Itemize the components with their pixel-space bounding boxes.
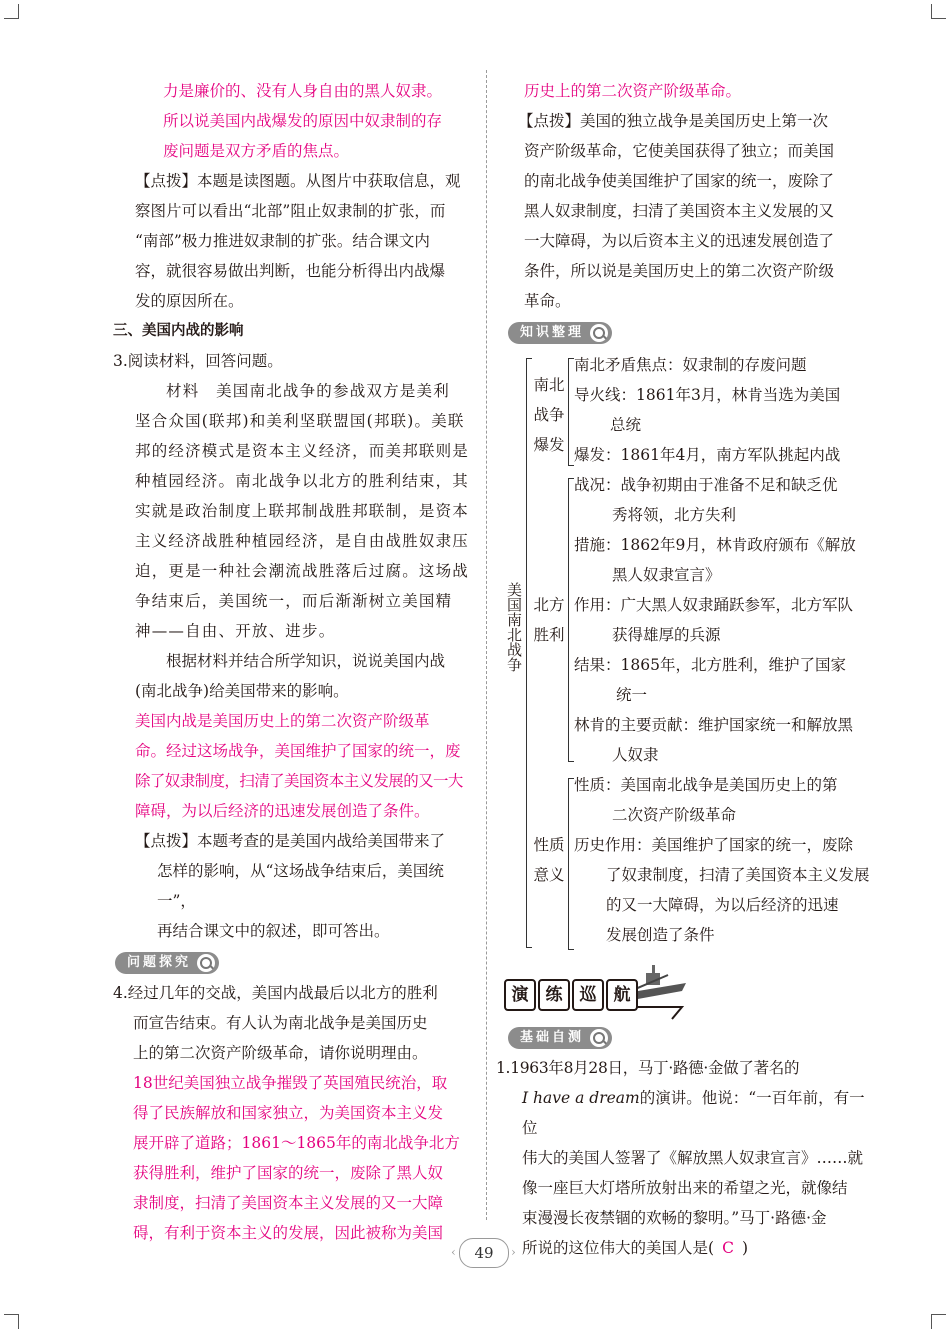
page-number-badge: [449, 1233, 519, 1273]
chevron-left-icon: ‹: [451, 1245, 456, 1259]
kmap-item: 统一: [616, 686, 648, 704]
answer-line: 美国内战是美国历史上的第二次资产阶级革: [135, 712, 430, 730]
badge-knowledge-summary: [508, 322, 612, 344]
question-line: 上的第二次资产阶级革命，请你说明理由。: [133, 1044, 428, 1062]
tip-3: [113, 826, 473, 946]
kmap-group-3-label: 性质意义: [533, 836, 565, 884]
tip-line: 察图片可以看出“北部”阻止奴隶制的扩张，而: [135, 202, 446, 220]
crop-mark-top-right: [931, 4, 946, 19]
tip-line: 发的原因所在。: [135, 292, 244, 310]
question-1: [496, 1053, 866, 1263]
question-line: 像一座巨大灯塔所放射出来的希望之光，就像结: [522, 1179, 848, 1197]
material-line: 神——自由、开放、进步。: [135, 622, 336, 640]
tip-line: 【点拨】本题是读图题。从图片中获取信息，观: [135, 172, 461, 190]
kmap-item: 战况：战争初期由于准备不足和缺乏优: [574, 476, 838, 494]
tip-1: [113, 166, 473, 316]
crop-mark-bottom-right: [931, 1314, 946, 1329]
kmap-item: 总统: [610, 416, 642, 434]
kmap-group-1-brace: [568, 358, 569, 466]
kmap-item: 二次资产阶级革命: [612, 806, 737, 824]
tip-line: 再结合课文中的叙述，即可答出。: [157, 922, 390, 940]
material-line: 邦的经济模式是资本主义经济，而美邦联则是: [135, 442, 470, 460]
kmap-item: 黑人奴隶宣言》: [612, 566, 721, 584]
left-column: [113, 76, 473, 1248]
material-passage: [113, 376, 473, 646]
question-line: 而宣告结束。有人认为南北战争是美国历史: [133, 1014, 428, 1032]
tip-line: 【点拨】本题考查的是美国内战给美国带来了: [135, 832, 446, 850]
question-3-prompt: [113, 646, 473, 706]
badge-label: 问题探究: [127, 955, 192, 970]
banner-char: 练: [538, 979, 570, 1011]
answer-line: 障碍，为以后经济的迅速发展创造了条件。: [135, 802, 430, 820]
tip-line: 容，就很容易做出判断，也能分析得出内战爆: [135, 262, 446, 280]
kmap-item: 导火线：1861年3月，林肯当选为美国: [574, 386, 841, 404]
material-line: 迫，更是一种社会潮流战胜落后过腐。这场战: [135, 562, 470, 580]
answer-line: 除了奴隶制度，扫清了美国资本主义发展的又一大: [135, 772, 463, 790]
answer-line: 力是廉价的、没有人身自由的黑人奴隶。: [163, 82, 443, 100]
badge-question-explore: [115, 952, 219, 974]
answer-line: 命。经过这场战争，美国维护了国家的统一，废: [135, 742, 461, 760]
material-line: 实就是政治制度上联邦制战胜邦联制，是资本: [135, 502, 470, 520]
kmap-item: 性质：美国南北战争是美国历史上的第: [574, 776, 838, 794]
answer-line: 废问题是双方矛盾的焦点。: [163, 142, 350, 160]
kmap-item: 秀将领，北方失利: [612, 506, 737, 524]
page-number: 49: [459, 1238, 509, 1268]
kmap-item: 爆发：1861年4月，南方军队挑起内战: [574, 446, 841, 464]
kmap-group-3-brace: [568, 778, 569, 950]
answer-1-continued: [113, 76, 473, 166]
tip-line: 【点拨】美国的独立战争是美国历史上第一次: [518, 112, 829, 130]
question-3: 3.阅读材料，回答问题。: [113, 352, 283, 370]
answer-line: 隶制度，扫清了美国资本主义发展的又一大障: [133, 1194, 444, 1212]
prompt-line: (南北战争)给美国带来的影响。: [135, 682, 349, 700]
question-line: 的演讲。他说：“一百年前，有一位: [522, 1089, 865, 1137]
badge-label: 基础自测: [520, 1030, 585, 1045]
kmap-item: 获得雄厚的兵源: [612, 626, 721, 644]
material-line: 材料 美国南北战争的参战双方是美利: [166, 382, 450, 400]
answer-line: 碍，有利于资本主义的发展，因此被称为美国: [133, 1224, 444, 1242]
kmap-root-brace: [526, 358, 527, 948]
tip-line: 怎样的影响，从“这场战争结束后，美国统一”，: [157, 862, 444, 910]
right-column: [496, 76, 870, 1263]
question-line: 1.1963年8月28日，马丁·路德·金做了著名的: [496, 1059, 800, 1077]
speech-title: I have a dream: [522, 1089, 640, 1107]
prompt-line: 根据材料并结合所学知识，说说美国内战: [166, 652, 446, 670]
kmap-item: 历史作用：美国维护了国家的统一，废除: [574, 836, 854, 854]
kmap-group-2-label: 北方胜利: [533, 596, 565, 644]
section-heading-3: 三、美国内战的影响: [113, 323, 244, 339]
kmap-group-1-label: 南北战争爆发: [533, 376, 565, 454]
kmap-item: 了奴隶制度，扫清了美国资本主义发展: [606, 866, 870, 884]
kmap-item: 结果：1865年，北方胜利，维护了国家: [574, 656, 846, 674]
material-line: 主义经济战胜种植园经济，是自由战胜奴隶压: [135, 532, 470, 550]
answer-choice: C: [722, 1239, 734, 1257]
answer-line: 获得胜利，维护了国家的统一，废除了黑人奴: [133, 1164, 444, 1182]
kmap-item: 人奴隶: [612, 746, 659, 764]
knowledge-map: [496, 350, 870, 955]
question-4: [113, 978, 473, 1068]
kmap-item: 的又一大障碍，为以后经济的迅速: [606, 896, 839, 914]
magnifier-icon: [590, 324, 608, 342]
tip-line: 革命。: [524, 292, 571, 310]
answer-line: 得了民族解放和国家独立，为美国资本主义发: [133, 1104, 444, 1122]
crop-mark-bottom-left: [4, 1314, 19, 1329]
kmap-item: 发展创造了条件: [606, 926, 715, 944]
answer-line: 18世纪美国独立战争摧毁了英国殖民统治，取: [133, 1074, 448, 1092]
tip-line: 的南北战争使美国维护了国家的统一，废除了: [524, 172, 835, 190]
material-line: 争结束后，美国统一，而后渐渐树立美国精: [135, 592, 453, 610]
answer-4-continued: 历史上的第二次资产阶级革命。: [524, 82, 742, 100]
answer-3: [113, 706, 473, 826]
kmap-item: 措施：1862年9月，林肯政府颁布《解放: [574, 536, 856, 554]
badge-label: 知识整理: [520, 325, 585, 340]
answer-line: 展开辟了道路；1861～1865年的南北战争北方: [133, 1134, 460, 1152]
chevron-right-icon: ›: [511, 1245, 516, 1259]
question-line: 束漫漫长夜禁锢的欢畅的黎明。”马丁·路德·金: [522, 1209, 827, 1227]
column-divider: [486, 70, 487, 1220]
kmap-group-2-brace: [568, 478, 569, 762]
tip-line: 一大障碍，为以后资本主义的迅速发展创造了: [524, 232, 835, 250]
tip-line: 条件，所以说是美国历史上的第二次资产阶级: [524, 262, 835, 280]
material-line: 种植园经济。南北战争以北方的胜利结束，其: [135, 472, 470, 490]
kmap-item: 南北矛盾焦点：奴隶制的存废问题: [574, 356, 807, 374]
practice-banner: [496, 961, 866, 1021]
question-line: 4.经过几年的交战，美国内战最后以北方的胜利: [113, 984, 438, 1002]
magnifier-icon: [590, 1029, 608, 1047]
tip-4: [496, 106, 866, 316]
crop-mark-top-left: [4, 4, 19, 19]
question-line: 伟大的美国人签署了《解放黑人奴隶宣言》……就: [522, 1149, 864, 1167]
banner-char: 巡: [572, 979, 604, 1011]
badge-basic-test: [508, 1027, 612, 1049]
banner-char: 演: [504, 979, 536, 1011]
answer-4: [113, 1068, 473, 1248]
kmap-item: 作用：广大黑人奴隶踊跃参军，北方军队: [574, 596, 854, 614]
material-line: 坚合众国(联邦)和美利坚联盟国(邦联)。美联: [135, 412, 465, 430]
tip-line: “南部”极力推进奴隶制的扩张。结合课文内: [135, 232, 430, 250]
kmap-item: 林肯的主要贡献：维护国家统一和解放黑: [574, 716, 854, 734]
answer-line: 所以说美国内战爆发的原因中奴隶制的存: [163, 112, 443, 130]
banner-char: 航: [606, 979, 638, 1011]
kmap-root-label: 美国南北战争: [505, 582, 523, 672]
magnifier-icon: [197, 954, 215, 972]
question-paren: ): [741, 1239, 748, 1257]
banner-title: [504, 979, 638, 1011]
question-line: 所说的这位伟大的美国人是(: [522, 1239, 715, 1257]
tip-line: 黑人奴隶制度，扫清了美国资本主义发展的又: [524, 202, 835, 220]
tip-line: 资产阶级革命，它使美国获得了独立；而美国: [524, 142, 835, 160]
